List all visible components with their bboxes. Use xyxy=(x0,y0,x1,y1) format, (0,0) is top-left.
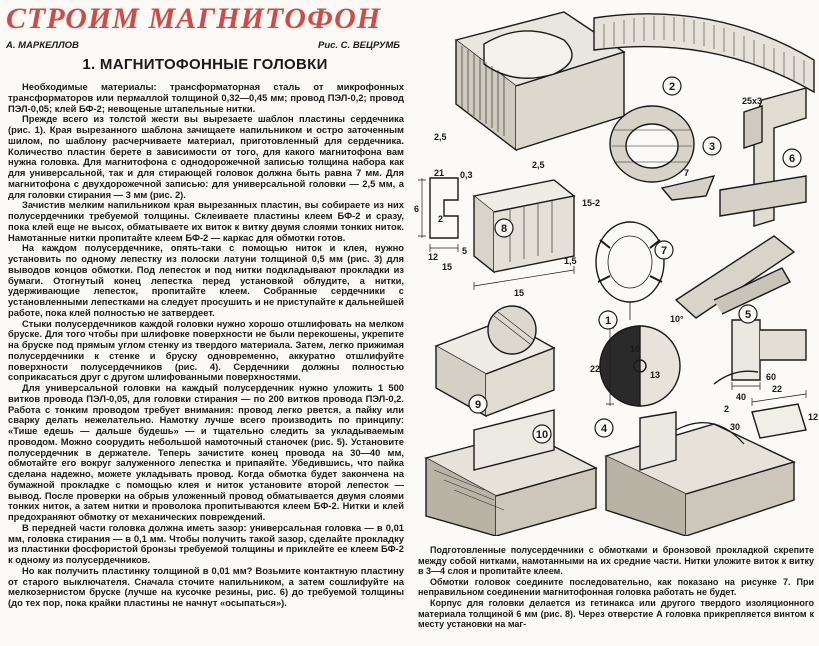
dimension-label: 10 xyxy=(630,344,641,354)
figure-3-wound-ring xyxy=(610,106,694,182)
dimension-label: 5 xyxy=(462,246,468,256)
author-byline: А. МАРКЕЛЛОВ xyxy=(6,40,79,51)
illustrator-byline: Рис. С. ВЕЦРУМБ xyxy=(317,40,400,51)
figure-label: 7 xyxy=(660,245,668,257)
dimension-label: 22 xyxy=(772,384,783,394)
dimension-label: 15-2 xyxy=(582,198,601,208)
caption-paragraph: Корпус для головки делается из гетинакса или другого твердого изоляционного материала толщиной 6 мм (рис. 8). Через отверстие А головка прикрепляется винтом к месту установки на маг- xyxy=(418,597,814,630)
article-body xyxy=(8,82,404,644)
figure-1-disc xyxy=(600,326,680,406)
dimension-label: 60 xyxy=(766,372,777,382)
article-column xyxy=(6,0,408,646)
technical-illustrations xyxy=(414,0,819,536)
series-banner: СТРОИМ МАГНИТОФОН xyxy=(6,2,382,35)
dimension-label: 22 xyxy=(590,364,601,374)
article-paragraph: Зачистив мелким напильником края вырезанных пластин, вы собираете из них полусердечники требуемой толщины. Склеиваете пластины клеем БФ-2 и сразу, пока клей еще не высох, обматываете их виток к витку двумя слоями тонких ниток. Намотанные нитки пропитайте клеем БФ-2 — каркас для обмотки готов. xyxy=(8,199,404,243)
dimension-label: 21 xyxy=(434,168,445,178)
dimension-label: 13 xyxy=(650,370,661,380)
figure-label: 6 xyxy=(788,153,796,165)
figure-label: 5 xyxy=(744,309,752,321)
figure-small-wedge xyxy=(662,176,714,200)
dimension-label: 1,5 xyxy=(564,256,577,266)
figure-label: 4 xyxy=(600,423,608,435)
article-paragraph: Необходимые материалы: трансформаторная сталь от микрофонных трансформаторов или пермаллой толщиной 0,32—0,45 мм; провод ПЭЛ-0,2; провод ПЭЛ-0,05; клей БФ-2; невощеные штапельные нитки. xyxy=(8,82,404,114)
figure-label: 8 xyxy=(500,223,508,235)
figure-8-housing xyxy=(474,180,574,290)
dimension-label: 30 xyxy=(730,422,741,432)
dimension-label: 25x3 xyxy=(742,96,763,106)
caption-paragraph: Обмотки головок соедините последовательно, как показано на рисунке 7. При неправильном соединении магнитофонная головка работать не будет. xyxy=(418,576,814,598)
dimension-label: 40 xyxy=(736,392,747,402)
dimension-label: 2 xyxy=(438,214,444,224)
figure-6-thin-plate xyxy=(752,390,806,438)
dimension-label: 10° xyxy=(670,314,684,324)
figure-ribbon-strip xyxy=(594,14,814,92)
byline-row xyxy=(6,40,404,54)
figure-9-shaping-block xyxy=(436,306,554,416)
article-paragraph: Но как получить пластинку толщиной в 0,01 мм? Возьмите контактную пластину от старого выключателя. Сначала сточите напильником, а затем сошлифуйте на мелкозернистом бруске (лучше на кусочке резины, рис. 6) до требуемой толщины (до тех пор, пока крайки пластины не начнут «осыпаться»). xyxy=(8,564,404,608)
figure-caption xyxy=(418,545,814,645)
illustration-column xyxy=(414,0,819,646)
dimension-label: 2,5 xyxy=(434,132,447,142)
figure-label: 10 xyxy=(535,429,549,441)
figure-label: 1 xyxy=(604,315,612,327)
caption-paragraph: Подготовленные полусердечники с обмотками и бронзовой прокладкой скрепите между собой нитками, намотанными на их средние части. Нитки уложите виток к витку в 3—4 слоя и пропитайте клеем. xyxy=(418,545,814,577)
dimension-label: 0,3 xyxy=(460,170,473,180)
dimension-label: 15 xyxy=(442,262,453,272)
section-title: 1. МАГНИТОФОННЫЕ ГОЛОВКИ xyxy=(82,56,328,73)
dimension-label: 12 xyxy=(808,412,819,422)
article-paragraph: Прежде всего из толстой жести вы вырезаете шаблон пластины сердечника (рис. 1). Края вырезанного шаблона зачищаете напильником и остро заточенным шилом, по шаблону расчерчиваете материал, приготовленный для сердечника. Количество пластин берете в зависимости от того, для какого магнитофона вам нужна головка. Для магнитофона с однодорожечной записью толщина набора как для универсальной, так и для стирающей головок должна быть равна 7 мм. Для магнитофона с двухдорожечной записью: для универсальной головки — 2,5 мм, а для головки стирания — 3 мм (рис. 2). xyxy=(8,113,404,200)
dimension-label: 2,5 xyxy=(532,160,545,170)
figure-label: 2 xyxy=(668,81,676,93)
dimension-label: 7 xyxy=(684,168,690,178)
article-paragraph: В передней части головка должна иметь зазор: универсальная головка — в 0,01 мм, головка стирания — в 0,1 мм. Чтобы получить такой зазор, сделайте прокладку из пластинки фосфористой бронзы требуемой толщины и приклейте ее клеем БФ-2 к одному из полусердечников. xyxy=(8,521,404,565)
dimension-label: 6 xyxy=(414,204,420,214)
dimension-label: 15 xyxy=(514,288,525,298)
article-paragraph: Для универсальной головки на каждый полусердечник нужно уложить 1 500 витков провода ПЭЛ-0,05, для головки стирания — по 200 витков провода ПЭЛ-0,2. Работа с тонким проводом требует внимания: провод легко рвется, а пайку или сварку делать нежелательно. Намотку лучше всего производить по принципу: «Тише едешь — дальше будешь» — и тщательно следить за укладываемым проводом. Можно соорудить небольшой намоточный станочек (рис. 5). Установите полусердечник в держателе. Теперь зачистите конец провода на 30—40 мм, обмотайте его вокруг залуженного лепестка и припаяйте. Убедившись, что пайка сделана надежно, можете укладывать провод. Когда обмотка будет закончена на бумажной прокладке с помощью клея и ниток установите второй лепесток — вывод. После проверки на обрыв уложенный провод обматывается двумя слоями тонких ниток, а затем нитки и проволока пропитываются клеем БФ-2. Нитки и клей предохраняют обмотку от механических повреждений. xyxy=(8,382,404,522)
article-paragraph: На каждом полусердечнике, опять-таки с помощью ниток и клея, нужно установить по одному лепестку из полоски латуни толщиной 0,5 мм (рис. 3) для выводов концов обмотки. Под лепесток и под нитки подкладывают прокладки из бумаги. Отогнутый конец лепестка перед установкой облудите, а нитки, удерживающие лепесток, пропитайте клеем. Собранные сердечники с установленными лепестками на следует просушить и не приступайте к дальнейшей работе, пока клей полностью не затвердеет. xyxy=(8,242,404,318)
dimension-label: 2 xyxy=(724,404,730,414)
figure-7-coil-connection xyxy=(596,222,664,320)
dimension-label: 12 xyxy=(428,252,439,262)
article-paragraph: Стыки полусердечников каждой головки нужно хорошо отшлифовать на мелком бруске. Для того чтобы при шлифовке поверхности не были перекошены, укрепите на бруске под прямым углом стенку из твердого материала. Затем, легко прижимая полусердечники к стенке и бруску одновременно, аккуратно отшлифуйте поверхности полусердечников (рис. 4). Сердечники должны полностью соприкасаться друг с другом шлифованными поверхностями. xyxy=(8,317,404,383)
figure-label: 3 xyxy=(708,141,716,153)
figure-10-grinding-block xyxy=(426,410,596,536)
figure-label: 9 xyxy=(474,399,482,411)
